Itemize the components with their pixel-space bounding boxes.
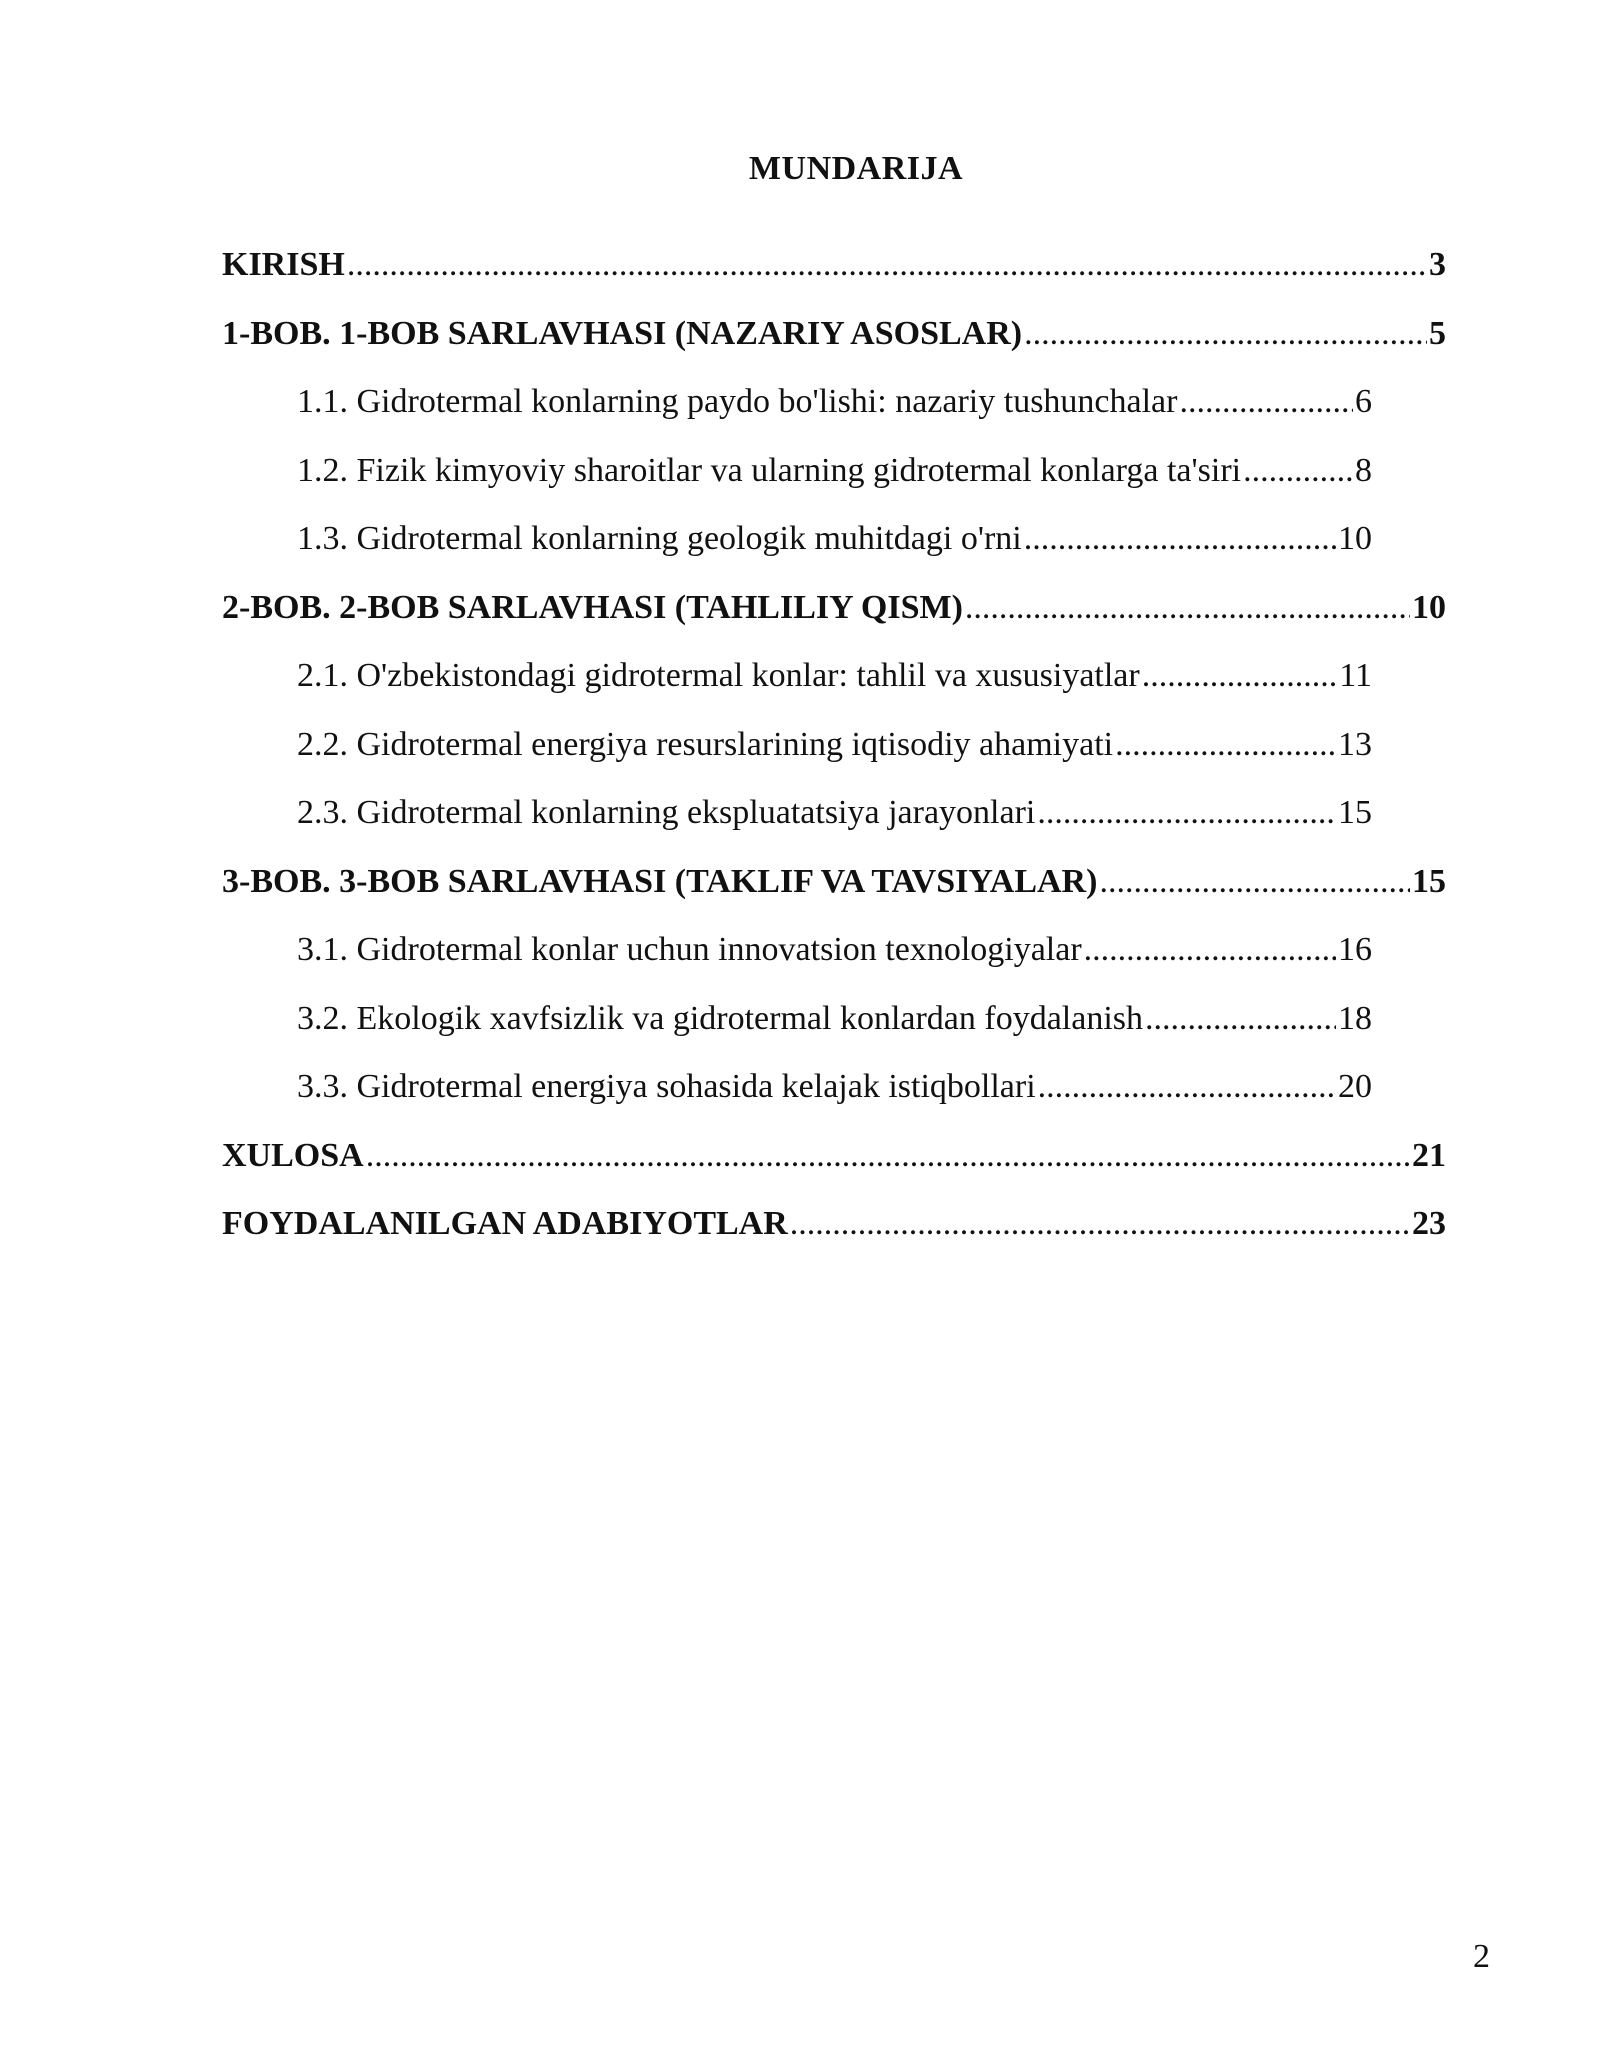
toc-leader-dots [1037, 788, 1336, 838]
toc-entry-label: 2.1. O'zbekistondagi gidrotermal konlar: tahlil va xususiyatlar [297, 657, 1140, 694]
toc-entry-page: 6 [1355, 383, 1372, 420]
toc-entry [222, 240, 1446, 309]
toc-entry [222, 514, 1372, 583]
toc-leader-dots [366, 1131, 1410, 1181]
toc-entry-page: 10 [1338, 520, 1372, 557]
toc-leader-dots [1243, 446, 1353, 496]
toc-entry-page: 20 [1338, 1068, 1372, 1105]
toc-entry [222, 925, 1372, 994]
toc-entry-page: 13 [1338, 725, 1372, 763]
toc-entry-page: 10 [1412, 588, 1446, 626]
toc-leader-dots [347, 240, 1427, 290]
toc-leader-dots [1142, 651, 1338, 701]
toc-entry [222, 720, 1372, 789]
toc-entry-label: 3.3. Gidrotermal energiya sohasida kelajak istiqbollari [297, 1068, 1036, 1105]
toc-entry [222, 651, 1372, 720]
toc-entry-page: 16 [1338, 931, 1372, 968]
toc-entry-label: 1.2. Fizik kimyoviy sharoitlar va ularning gidrotermal konlarga ta'siri [297, 451, 1242, 489]
toc-leader-dots [1145, 994, 1336, 1044]
toc-leader-dots [1084, 925, 1336, 975]
toc-entry-label: 1-BOB. 1-BOB SARLAVHASI (NAZARIY ASOSLAR) [222, 314, 1023, 352]
toc-leader-dots [1024, 309, 1427, 359]
toc-entry-page: 5 [1429, 314, 1446, 352]
toc-leader-dots [1038, 1062, 1336, 1112]
toc-entry [222, 446, 1372, 515]
toc-entry [222, 857, 1446, 926]
toc-entry [222, 1199, 1446, 1268]
toc-entry-label: 3-BOB. 3-BOB SARLAVHASI (TAKLIF VA TAVSIYALAR) [222, 862, 1098, 900]
page-title: MUNDARIJA [748, 150, 964, 187]
toc-entry-page: 23 [1412, 1205, 1446, 1242]
toc-entry [222, 583, 1446, 652]
page-number: 2 [1473, 1938, 1490, 1975]
toc-entry [222, 309, 1446, 378]
toc-leader-dots [965, 583, 1410, 633]
toc-entry-label: XULOSA [222, 1136, 364, 1174]
toc-entry-label: 1.3. Gidrotermal konlarning geologik muhitdagi o'rni [297, 520, 1022, 557]
toc-entry-label: 3.1. Gidrotermal konlar uchun innovatsion texnologiyalar [297, 931, 1082, 968]
toc-entry-page: 11 [1339, 657, 1372, 694]
toc-leader-dots [1115, 720, 1336, 770]
toc-entry-page: 15 [1338, 794, 1372, 831]
toc-entry-label: 2.2. Gidrotermal energiya resurslarining iqtisodiy ahamiyati [297, 725, 1114, 763]
toc-entry [222, 1062, 1372, 1131]
table-of-contents [222, 240, 1446, 1268]
toc-entry [222, 788, 1372, 857]
toc-entry [222, 377, 1372, 446]
toc-entry-page: 8 [1355, 451, 1372, 489]
toc-entry-page: 15 [1412, 862, 1446, 900]
toc-leader-dots [1179, 377, 1353, 427]
toc-entry-label: 1.1. Gidrotermal konlarning paydo bo'lishi: nazariy tushunchalar [297, 383, 1178, 420]
toc-entry-page: 3 [1429, 246, 1446, 283]
toc-entry-label: FOYDALANILGAN ADABIYOTLAR [222, 1205, 788, 1242]
toc-entry-label: KIRISH [222, 246, 345, 283]
toc-entry [222, 994, 1372, 1063]
toc-entry-page: 18 [1338, 999, 1372, 1037]
toc-leader-dots [790, 1199, 1410, 1249]
toc-entry [222, 1131, 1446, 1200]
toc-leader-dots [1024, 514, 1336, 564]
toc-entry-label: 2-BOB. 2-BOB SARLAVHASI (TAHLILIY QISM) [222, 588, 963, 626]
toc-entry-page: 21 [1412, 1136, 1446, 1174]
toc-entry-label: 2.3. Gidrotermal konlarning ekspluatatsiya jarayonlari [297, 794, 1036, 831]
toc-entry-label: 3.2. Ekologik xavfsizlik va gidrotermal konlardan foydalanish [297, 999, 1144, 1037]
toc-leader-dots [1099, 857, 1410, 907]
